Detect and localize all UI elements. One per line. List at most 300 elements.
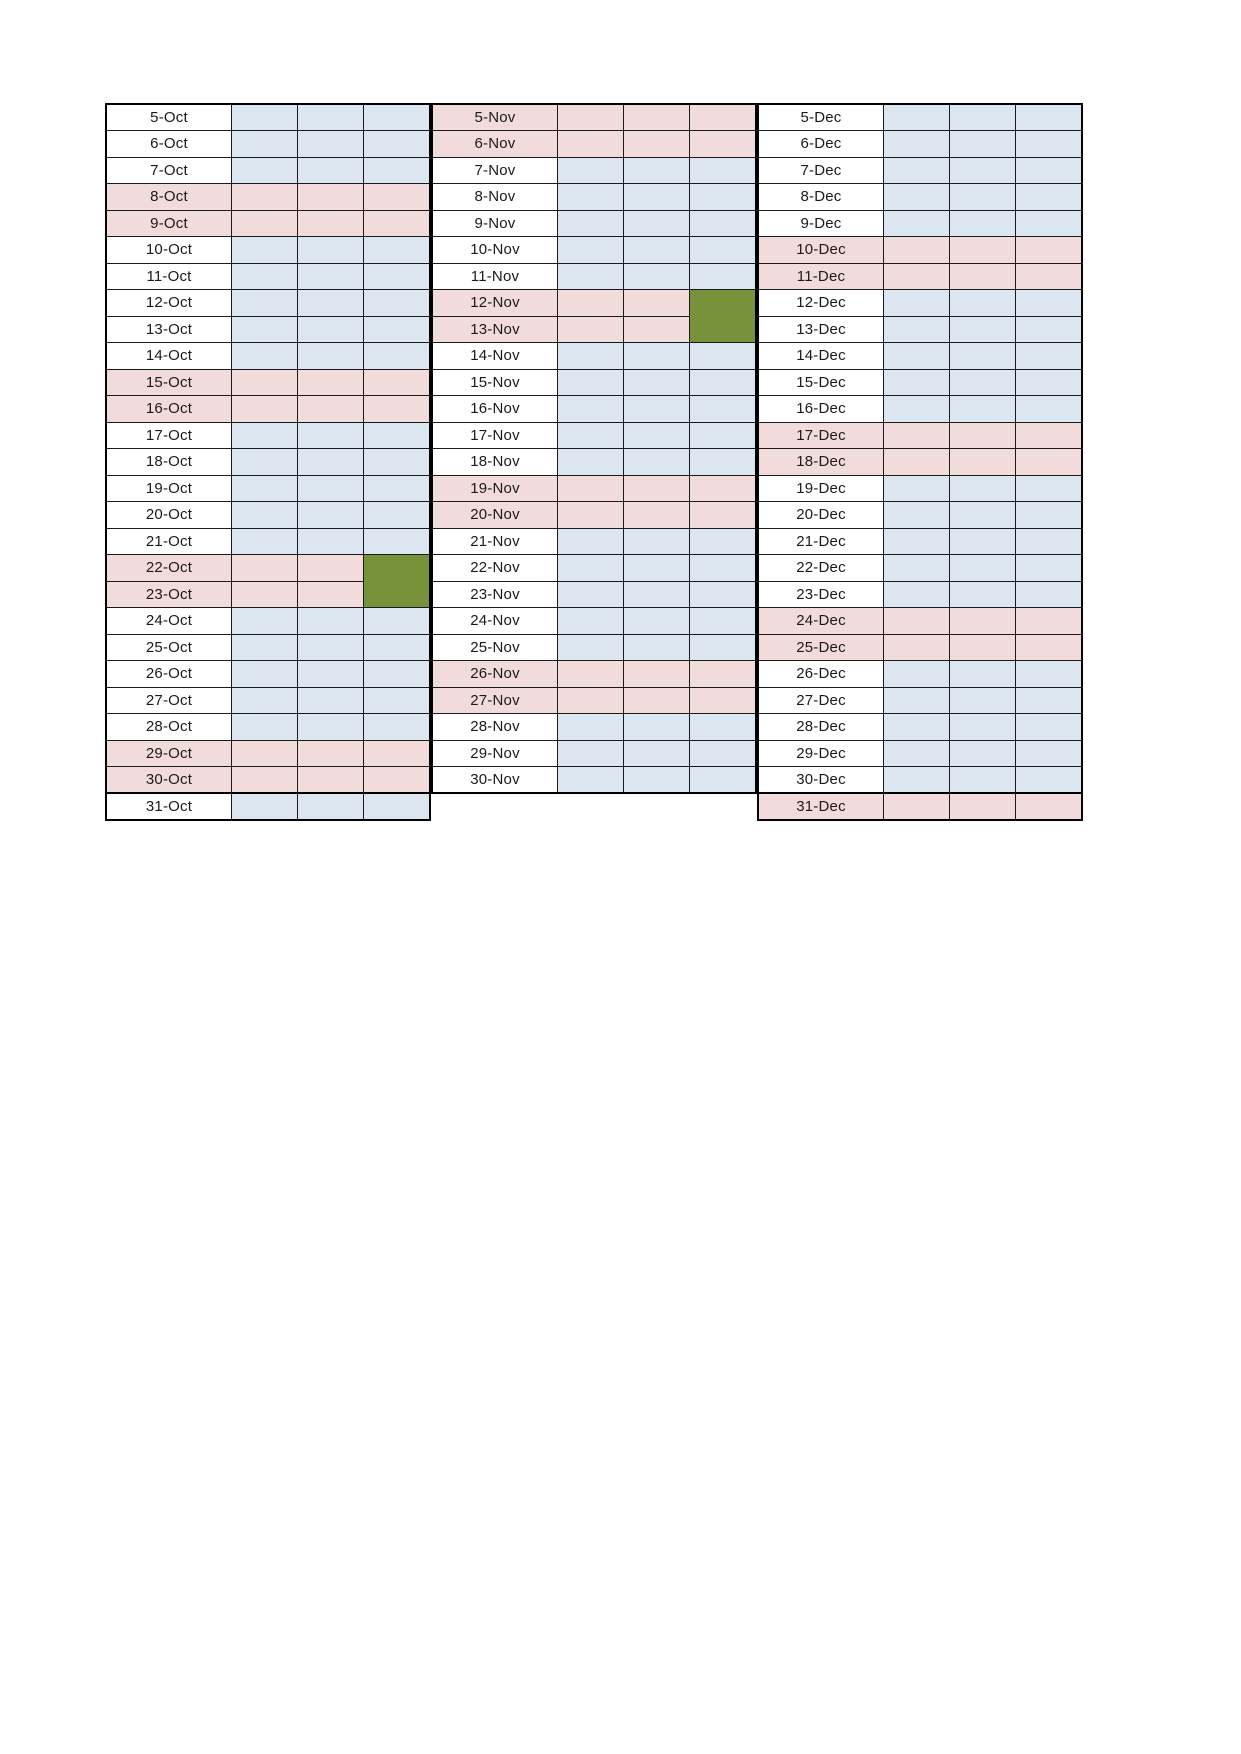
date-label-cell: 13-Nov [432, 316, 558, 343]
table-row [432, 237, 756, 264]
quarter-calendar [105, 103, 1083, 821]
schedule-cell [1016, 290, 1083, 317]
date-label-cell: 20-Dec [758, 502, 884, 529]
schedule-cell [690, 263, 757, 290]
schedule-cell [298, 714, 364, 741]
table-row [758, 767, 1082, 794]
schedule-cell [232, 634, 298, 661]
schedule-cell [950, 157, 1016, 184]
schedule-cell [298, 740, 364, 767]
schedule-cell [558, 343, 624, 370]
table-row [432, 555, 756, 582]
table-row [432, 210, 756, 237]
schedule-cell [1016, 157, 1083, 184]
date-label-cell: 8-Nov [432, 184, 558, 211]
table-row [758, 210, 1082, 237]
schedule-cell [298, 210, 364, 237]
schedule-cell [232, 290, 298, 317]
schedule-cell [624, 502, 690, 529]
table-row [758, 184, 1082, 211]
schedule-cell [364, 661, 431, 688]
schedule-cell [950, 528, 1016, 555]
table-row [758, 316, 1082, 343]
date-label-cell: 29-Oct [106, 740, 232, 767]
schedule-cell [690, 475, 757, 502]
table-row [432, 714, 756, 741]
table-row [432, 767, 756, 794]
date-label-cell: 18-Nov [432, 449, 558, 476]
date-label-cell: 26-Oct [106, 661, 232, 688]
schedule-cell [558, 528, 624, 555]
table-row [432, 422, 756, 449]
table-row [106, 157, 430, 184]
table-row [432, 131, 756, 158]
schedule-cell [364, 475, 431, 502]
schedule-cell [1016, 369, 1083, 396]
date-label-cell: 14-Dec [758, 343, 884, 370]
date-label-cell: 9-Dec [758, 210, 884, 237]
schedule-cell [1016, 555, 1083, 582]
date-label-cell: 22-Oct [106, 555, 232, 582]
schedule-cell [884, 104, 950, 131]
schedule-cell [690, 528, 757, 555]
date-label-cell: 16-Oct [106, 396, 232, 423]
schedule-cell [558, 608, 624, 635]
date-label-cell: 13-Dec [758, 316, 884, 343]
schedule-cell [624, 608, 690, 635]
schedule-cell [690, 104, 757, 131]
table-row [106, 528, 430, 555]
date-label-cell: 28-Nov [432, 714, 558, 741]
date-label-cell: 9-Oct [106, 210, 232, 237]
schedule-cell [624, 104, 690, 131]
schedule-cell [950, 237, 1016, 264]
schedule-cell [1016, 184, 1083, 211]
date-label-cell: 30-Dec [758, 767, 884, 794]
schedule-cell [232, 210, 298, 237]
table-row [758, 131, 1082, 158]
table-row [758, 237, 1082, 264]
table-row [758, 422, 1082, 449]
schedule-cell [558, 740, 624, 767]
table-row [432, 104, 756, 131]
schedule-cell [364, 263, 431, 290]
schedule-cell [298, 422, 364, 449]
table-row [106, 714, 430, 741]
date-label-cell: 21-Oct [106, 528, 232, 555]
schedule-cell [232, 263, 298, 290]
date-label-cell: 16-Dec [758, 396, 884, 423]
table-row [106, 608, 430, 635]
schedule-cell [884, 369, 950, 396]
schedule-cell [884, 422, 950, 449]
schedule-cell [950, 396, 1016, 423]
schedule-cell [364, 714, 431, 741]
schedule-cell [624, 263, 690, 290]
schedule-cell [232, 661, 298, 688]
date-label-cell: 30-Oct [106, 767, 232, 794]
schedule-cell [364, 608, 431, 635]
schedule-cell [690, 369, 757, 396]
table-row [106, 210, 430, 237]
date-label-cell: 5-Dec [758, 104, 884, 131]
table-row [106, 502, 430, 529]
schedule-cell [950, 131, 1016, 158]
schedule-cell [558, 210, 624, 237]
schedule-cell [558, 131, 624, 158]
date-label-cell: 14-Oct [106, 343, 232, 370]
schedule-cell [558, 449, 624, 476]
schedule-cell [558, 184, 624, 211]
schedule-cell [364, 157, 431, 184]
schedule-cell [884, 237, 950, 264]
schedule-cell [950, 767, 1016, 794]
schedule-cell [558, 502, 624, 529]
schedule-cell [364, 687, 431, 714]
schedule-cell [232, 740, 298, 767]
schedule-cell [624, 475, 690, 502]
schedule-cell [950, 210, 1016, 237]
schedule-cell [232, 502, 298, 529]
schedule-cell [884, 555, 950, 582]
date-label-cell: 15-Nov [432, 369, 558, 396]
table-row [432, 157, 756, 184]
schedule-cell [232, 528, 298, 555]
schedule-cell [298, 608, 364, 635]
date-label-cell: 24-Dec [758, 608, 884, 635]
date-label-cell: 29-Nov [432, 740, 558, 767]
schedule-cell [298, 528, 364, 555]
date-label-cell: 10-Nov [432, 237, 558, 264]
schedule-cell [1016, 502, 1083, 529]
schedule-cell [950, 714, 1016, 741]
table-row [106, 184, 430, 211]
schedule-cell [884, 687, 950, 714]
schedule-cell [884, 767, 950, 794]
schedule-cell [624, 396, 690, 423]
highlight-cell-green [690, 290, 757, 343]
table-row [758, 396, 1082, 423]
schedule-cell [950, 369, 1016, 396]
date-label-cell: 10-Dec [758, 237, 884, 264]
date-label-cell: 12-Dec [758, 290, 884, 317]
date-label-cell: 25-Dec [758, 634, 884, 661]
date-label-cell: 18-Oct [106, 449, 232, 476]
table-row [106, 316, 430, 343]
schedule-cell [884, 608, 950, 635]
table-row [432, 740, 756, 767]
schedule-cell [950, 343, 1016, 370]
table-row [106, 767, 430, 794]
date-label-cell: 23-Dec [758, 581, 884, 608]
schedule-cell [232, 793, 298, 820]
schedule-cell [364, 104, 431, 131]
schedule-cell [232, 131, 298, 158]
schedule-cell [558, 316, 624, 343]
schedule-cell [690, 714, 757, 741]
date-label-cell: 13-Oct [106, 316, 232, 343]
table-row [106, 449, 430, 476]
table-row [432, 449, 756, 476]
schedule-cell [364, 131, 431, 158]
schedule-cell [950, 687, 1016, 714]
table-row [432, 528, 756, 555]
table-row [758, 581, 1082, 608]
schedule-cell [298, 661, 364, 688]
date-label-cell: 6-Nov [432, 131, 558, 158]
table-row [758, 290, 1082, 317]
table-row [432, 396, 756, 423]
schedule-cell [298, 131, 364, 158]
schedule-cell [558, 661, 624, 688]
date-label-cell: 17-Dec [758, 422, 884, 449]
schedule-cell [558, 714, 624, 741]
schedule-cell [624, 714, 690, 741]
schedule-cell [298, 687, 364, 714]
schedule-cell [884, 396, 950, 423]
schedule-cell [298, 369, 364, 396]
schedule-cell [364, 316, 431, 343]
table-row [758, 528, 1082, 555]
table-row [758, 449, 1082, 476]
schedule-cell [558, 687, 624, 714]
schedule-cell [624, 661, 690, 688]
schedule-cell [232, 767, 298, 794]
schedule-cell [884, 316, 950, 343]
table-row [106, 740, 430, 767]
table-row [758, 369, 1082, 396]
date-label-cell: 5-Nov [432, 104, 558, 131]
schedule-cell [232, 608, 298, 635]
schedule-cell [232, 369, 298, 396]
schedule-cell [950, 608, 1016, 635]
table-row [432, 263, 756, 290]
schedule-cell [624, 555, 690, 582]
date-label-cell: 22-Dec [758, 555, 884, 582]
schedule-cell [558, 157, 624, 184]
schedule-cell [690, 740, 757, 767]
schedule-cell [1016, 661, 1083, 688]
date-label-cell: 25-Oct [106, 634, 232, 661]
schedule-cell [364, 290, 431, 317]
schedule-cell [364, 369, 431, 396]
date-label-cell: 16-Nov [432, 396, 558, 423]
schedule-cell [950, 263, 1016, 290]
schedule-cell [690, 237, 757, 264]
table-row [106, 290, 430, 317]
date-label-cell: 11-Nov [432, 263, 558, 290]
date-label-cell: 23-Oct [106, 581, 232, 608]
table-row [106, 237, 430, 264]
table-row [432, 661, 756, 688]
schedule-cell [690, 210, 757, 237]
schedule-cell [950, 502, 1016, 529]
date-label-cell: 14-Nov [432, 343, 558, 370]
schedule-cell [950, 555, 1016, 582]
table-row [106, 687, 430, 714]
table-row [758, 740, 1082, 767]
schedule-cell [1016, 608, 1083, 635]
table-row [758, 687, 1082, 714]
schedule-cell [690, 634, 757, 661]
schedule-cell [1016, 104, 1083, 131]
schedule-cell [1016, 263, 1083, 290]
date-label-cell: 17-Oct [106, 422, 232, 449]
schedule-cell [558, 555, 624, 582]
date-label-cell: 25-Nov [432, 634, 558, 661]
schedule-cell [298, 316, 364, 343]
schedule-cell [1016, 634, 1083, 661]
date-label-cell: 7-Nov [432, 157, 558, 184]
schedule-cell [298, 502, 364, 529]
schedule-cell [298, 343, 364, 370]
schedule-cell [884, 449, 950, 476]
date-label-cell: 28-Dec [758, 714, 884, 741]
schedule-cell [1016, 581, 1083, 608]
schedule-cell [298, 396, 364, 423]
schedule-cell [690, 449, 757, 476]
schedule-cell [298, 290, 364, 317]
schedule-cell [558, 422, 624, 449]
schedule-cell [1016, 528, 1083, 555]
date-label-cell: 15-Oct [106, 369, 232, 396]
schedule-cell [232, 237, 298, 264]
schedule-cell [232, 555, 298, 582]
table-row [106, 263, 430, 290]
table-row [758, 343, 1082, 370]
schedule-cell [1016, 449, 1083, 476]
schedule-cell [558, 396, 624, 423]
date-label-cell: 12-Nov [432, 290, 558, 317]
table-row [106, 555, 430, 582]
date-label-cell: 26-Nov [432, 661, 558, 688]
schedule-cell [1016, 422, 1083, 449]
schedule-cell [624, 687, 690, 714]
schedule-cell [232, 104, 298, 131]
schedule-cell [1016, 475, 1083, 502]
table-row [432, 369, 756, 396]
schedule-cell [558, 581, 624, 608]
date-label-cell: 27-Nov [432, 687, 558, 714]
schedule-cell [558, 290, 624, 317]
table-row [758, 714, 1082, 741]
schedule-cell [690, 502, 757, 529]
schedule-cell [690, 131, 757, 158]
table-row [758, 634, 1082, 661]
schedule-cell [1016, 714, 1083, 741]
schedule-cell [624, 131, 690, 158]
schedule-cell [364, 793, 431, 820]
schedule-cell [950, 290, 1016, 317]
month-table-december [757, 103, 1083, 821]
schedule-cell [884, 343, 950, 370]
schedule-cell [298, 634, 364, 661]
schedule-cell [298, 475, 364, 502]
schedule-cell [624, 767, 690, 794]
schedule-cell [298, 263, 364, 290]
schedule-cell [232, 157, 298, 184]
schedule-cell [558, 475, 624, 502]
schedule-cell [884, 502, 950, 529]
table-row [106, 634, 430, 661]
table-row [106, 661, 430, 688]
schedule-cell [624, 184, 690, 211]
date-label-cell: 28-Oct [106, 714, 232, 741]
schedule-cell [1016, 396, 1083, 423]
schedule-cell [624, 740, 690, 767]
schedule-cell [232, 581, 298, 608]
schedule-cell [1016, 316, 1083, 343]
schedule-cell [364, 767, 431, 794]
schedule-cell [364, 210, 431, 237]
schedule-cell [950, 422, 1016, 449]
date-label-cell: 30-Nov [432, 767, 558, 794]
date-label-cell: 12-Oct [106, 290, 232, 317]
schedule-cell [690, 687, 757, 714]
month-table-november [431, 103, 757, 794]
schedule-cell [624, 369, 690, 396]
schedule-cell [950, 104, 1016, 131]
date-label-cell: 10-Oct [106, 237, 232, 264]
schedule-cell [1016, 210, 1083, 237]
date-label-cell: 19-Nov [432, 475, 558, 502]
schedule-cell [364, 449, 431, 476]
schedule-cell [298, 767, 364, 794]
table-row [432, 634, 756, 661]
schedule-cell [624, 210, 690, 237]
schedule-cell [624, 634, 690, 661]
date-label-cell: 20-Nov [432, 502, 558, 529]
date-label-cell: 27-Dec [758, 687, 884, 714]
schedule-cell [950, 449, 1016, 476]
date-label-cell: 5-Oct [106, 104, 232, 131]
date-label-cell: 8-Oct [106, 184, 232, 211]
schedule-cell [1016, 793, 1083, 820]
schedule-cell [298, 793, 364, 820]
date-label-cell: 7-Dec [758, 157, 884, 184]
schedule-cell [624, 157, 690, 184]
schedule-cell [298, 104, 364, 131]
schedule-cell [232, 449, 298, 476]
table-row [758, 157, 1082, 184]
schedule-cell [950, 661, 1016, 688]
schedule-cell [298, 237, 364, 264]
table-row [106, 793, 430, 820]
date-label-cell: 31-Dec [758, 793, 884, 820]
schedule-cell [884, 184, 950, 211]
schedule-cell [884, 634, 950, 661]
schedule-cell [232, 714, 298, 741]
schedule-cell [884, 714, 950, 741]
table-row [106, 475, 430, 502]
schedule-cell [690, 184, 757, 211]
date-label-cell: 19-Dec [758, 475, 884, 502]
date-label-cell: 9-Nov [432, 210, 558, 237]
schedule-cell [950, 581, 1016, 608]
schedule-cell [950, 740, 1016, 767]
date-label-cell: 27-Oct [106, 687, 232, 714]
schedule-cell [232, 316, 298, 343]
date-label-cell: 31-Oct [106, 793, 232, 820]
schedule-cell [364, 502, 431, 529]
highlight-cell-green [364, 555, 431, 608]
table-row [758, 661, 1082, 688]
schedule-cell [298, 184, 364, 211]
schedule-cell [232, 422, 298, 449]
date-label-cell: 18-Dec [758, 449, 884, 476]
schedule-cell [690, 343, 757, 370]
schedule-cell [298, 555, 364, 582]
